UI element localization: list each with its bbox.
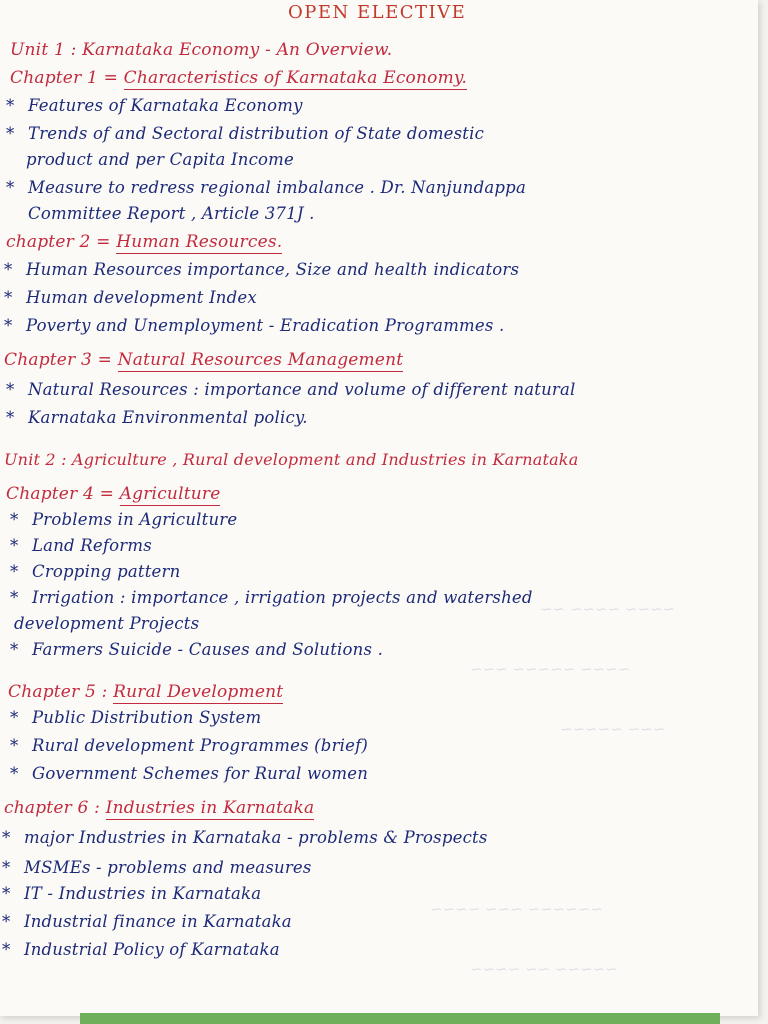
asterisk-icon: * [10,640,19,659]
list-item: * Features of Karnataka Economy [6,96,303,115]
list-item: * Measure to redress regional imbalance . Dr. Nanjundappa [6,178,526,197]
asterisk-icon: * [10,510,19,529]
page-title: OPEN ELECTIVE [288,2,467,23]
list-item: * Government Schemes for Rural women [10,764,369,783]
list-item: * Land Reforms [10,536,152,555]
chapter-2-title: Human Resources. [116,232,283,252]
list-item: * Industrial finance in Karnataka [2,912,292,931]
background-strip [80,1013,720,1024]
list-item: * Cropping pattern [10,562,181,581]
list-item: * Trends of and Sectoral distribution of State domestic [6,124,485,143]
chapter-4-heading [6,484,220,504]
asterisk-icon: * [6,380,15,399]
chapter-4-label: Chapter 4 = [6,484,120,504]
asterisk-icon: * [2,940,11,959]
list-item: * Irrigation : importance , irrigation projects and watershed [10,588,533,607]
chapter-2-label: chapter 2 = [6,232,117,252]
asterisk-icon: * [10,736,19,755]
chapter-5-title: Rural Development [113,682,284,702]
chapter-5-label: Chapter 5 : [8,682,114,702]
asterisk-icon: * [2,912,11,931]
asterisk-icon: * [10,588,19,607]
list-item: * Human Resources importance, Size and health indicators [4,260,520,279]
list-item: * Poverty and Unemployment - Eradication Programmes . [4,316,505,335]
chapter-5-heading [8,682,283,702]
list-item: * Karnataka Environmental policy. [6,408,308,427]
chapter-3-heading [4,350,403,370]
chapter-2-heading [6,232,282,252]
list-item: * Public Distribution System [10,708,262,727]
bleed-through-text: ~~~ ~~~~~ [560,720,666,738]
asterisk-icon: * [4,316,13,335]
asterisk-icon: * [2,884,11,903]
asterisk-icon: * [6,124,15,143]
list-item-continuation: Committee Report , Article 371J . [28,204,315,223]
bleed-through-text: ~~~~~ ~~ ~~~~ [470,960,618,978]
list-item: * IT - Industries in Karnataka [2,884,262,903]
asterisk-icon: * [4,288,13,307]
list-item: * Rural development Programmes (brief) [10,736,369,755]
chapter-6-label: chapter 6 : [4,798,106,818]
list-item: * Human development Index [4,288,257,307]
list-item: * Natural Resources : importance and volume of different natural [6,380,576,399]
chapter-6-title: Industries in Karnataka [105,798,315,818]
chapter-1-title: Characteristics of Karnataka Economy. [123,68,468,88]
list-item: * Farmers Suicide - Causes and Solutions . [10,640,384,659]
asterisk-icon: * [6,408,15,427]
unit-2-heading: Unit 2 : Agriculture , Rural development and Industries in Karnataka [4,450,579,469]
asterisk-icon: * [6,178,15,197]
unit-1-heading: Unit 1 : Karnataka Economy - An Overview. [10,40,393,60]
list-item: * MSMEs - problems and measures [2,858,312,877]
asterisk-icon: * [2,858,11,877]
chapter-3-label: Chapter 3 = [4,350,118,370]
bleed-through-text: ~~~~ ~~~~ ~~ [540,600,676,618]
chapter-1-heading [10,68,467,88]
list-item: * Problems in Agriculture [10,510,238,529]
chapter-3-title: Natural Resources Management [117,350,404,370]
asterisk-icon: * [10,536,19,555]
bleed-through-text: ~~~~~~ ~~~ ~~~~ [430,900,603,918]
list-item: * Industrial Policy of Karnataka [2,940,280,959]
asterisk-icon: * [2,828,11,847]
list-item-continuation: development Projects [14,614,200,633]
asterisk-icon: * [10,764,19,783]
chapter-6-heading [4,798,314,818]
list-item: * major Industries in Karnataka - problems & Prospects [2,828,488,847]
list-item-continuation: product and per Capita Income [26,150,294,169]
asterisk-icon: * [6,96,15,115]
bleed-through-text: ~~~~ ~~~~~ ~~~ [470,660,631,678]
asterisk-icon: * [10,708,19,727]
asterisk-icon: * [4,260,13,279]
chapter-4-title: Agriculture [119,484,221,504]
asterisk-icon: * [10,562,19,581]
chapter-1-label: Chapter 1 = [10,68,124,88]
